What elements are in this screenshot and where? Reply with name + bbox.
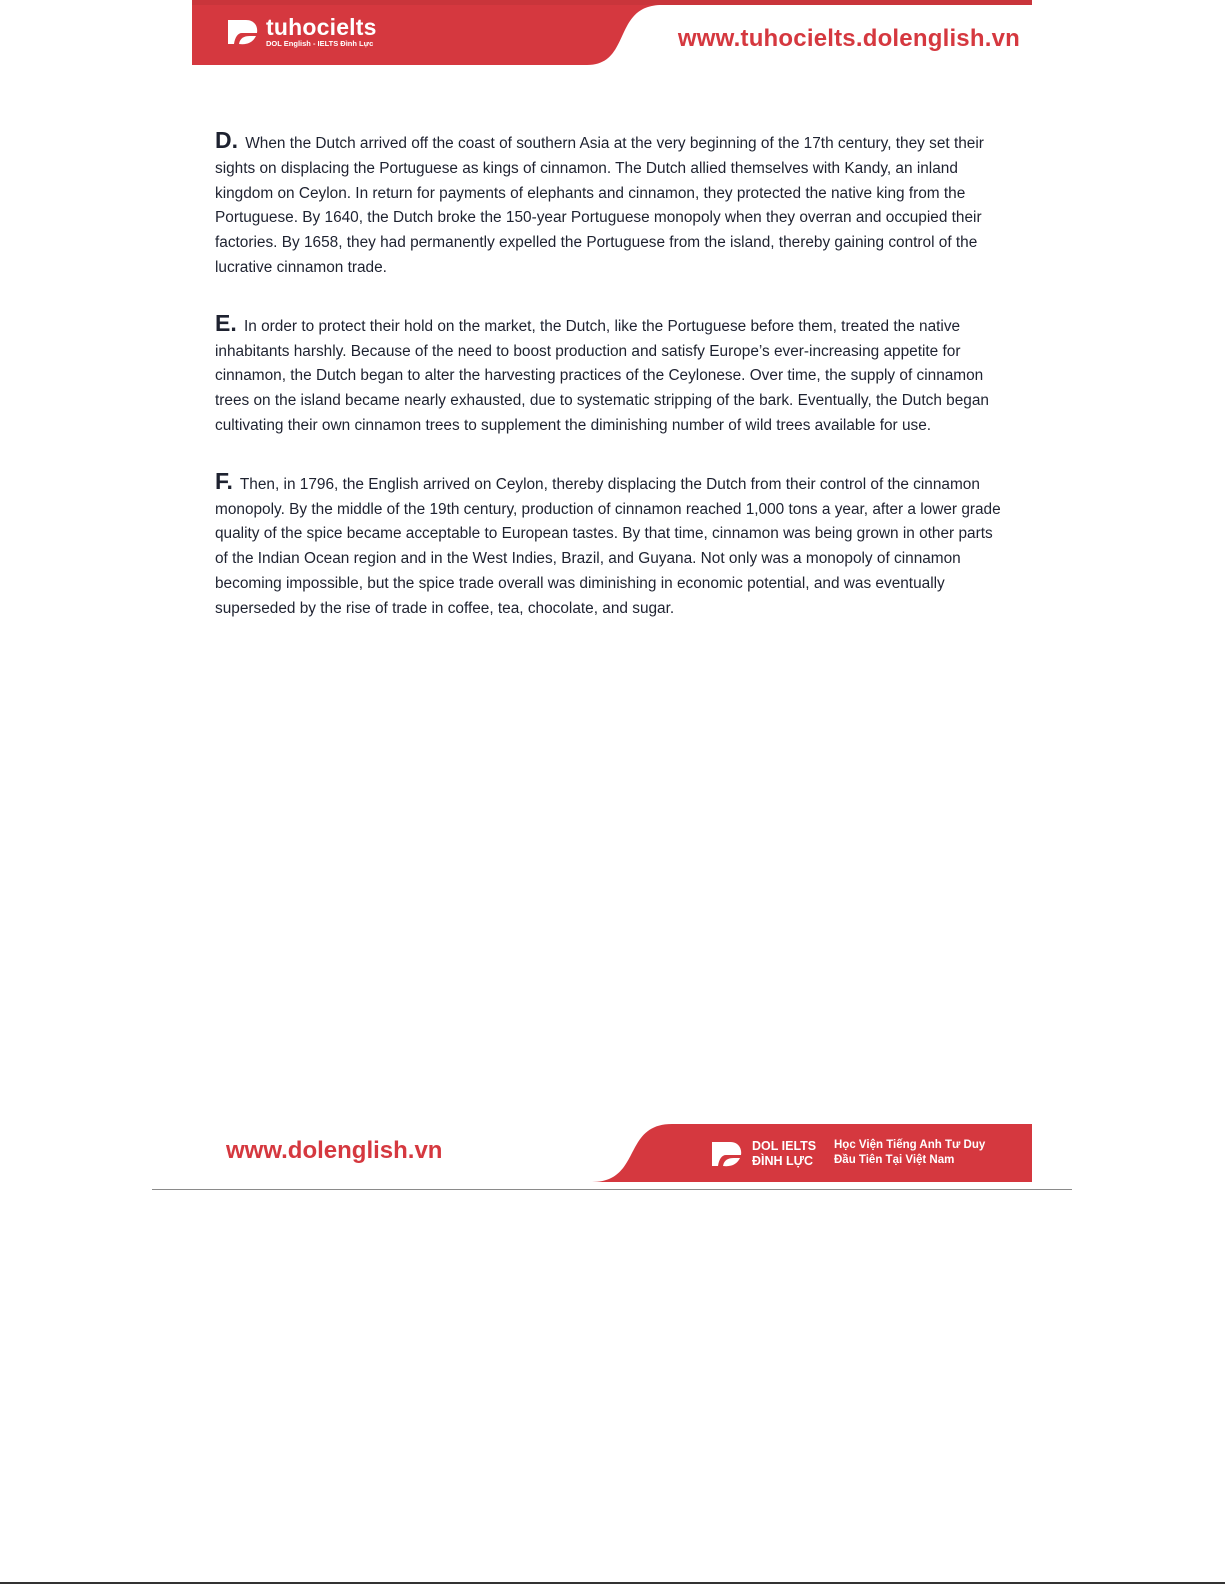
paragraph-text: When the Dutch arrived off the coast of southern Asia at the very beginning of the 17th century, they set their sights on displacing the Portuguese as kings of cinnamon. The Dutch allied themselves with Kandy, an inland kingdom on Ceylon. In return for payments of elephants and cinnamon, they protected the native king from the Portuguese. By 1640, the Dutch broke the 150-year Portuguese monopoly when they overran and occupied their factories. By 1658, they had permanently expelled the Portuguese from the island, thereby gaining control of the lucrative cinnamon trade. bbox=[215, 135, 984, 276]
footer-banner bbox=[192, 1124, 1032, 1182]
dol-logo-icon bbox=[708, 1136, 744, 1172]
paragraph-text: In order to protect their hold on the market, the Dutch, like the Portuguese before them, treated the native inhabitants harshly. Because of the need to boost production and satisfy Europe’s ever-increasing appetite for cinnamon, the Dutch began to alter the harvesting practices of the Ceylonese. Over time, the supply of cinnamon trees on the island became nearly exhausted, due to systematic stripping of the bark. Eventually, the Dutch began cultivating their own cinnamon trees to supplement the diminishing number of wild trees available for use. bbox=[215, 317, 989, 434]
footer-slogan bbox=[834, 1138, 985, 1168]
header-tagline: DOL English - IELTS Đình Lực bbox=[266, 39, 374, 48]
dol-logo-icon bbox=[224, 14, 260, 50]
paragraph-f bbox=[215, 469, 1005, 622]
header-brand-name: tuhocielts bbox=[266, 14, 377, 40]
header-banner bbox=[192, 0, 1032, 65]
footer-slogan-line1: Học Viện Tiếng Anh Tư Duy bbox=[834, 1139, 986, 1151]
paragraph-text: Then, in 1796, the English arrived on Ceylon, thereby displacing the Dutch from their control of the cinnamon monopoly. By the middle of the 19th century, production of cinnamon reached 1,000 tons a year, after a lower grade quality of the spice became acceptable to European tastes. By that time, cinnamon was being grown in other parts of the Indian Ocean region and in the West Indies, Brazil, and Guyana. Not only was a monopoly of cinnamon becoming impossible, but the spice trade overall was diminishing in economic potential, and was eventually superseded by the rise of trade in coffee, tea, chocolate, and sugar. bbox=[215, 475, 1001, 617]
footer-logo-line2: ĐÌNH LỰC bbox=[752, 1154, 814, 1168]
page-divider bbox=[152, 1189, 1072, 1190]
footer-url-link[interactable]: www.dolenglish.vn bbox=[226, 1137, 443, 1164]
paragraph-letter: E. bbox=[215, 309, 237, 336]
page-bottom-line bbox=[0, 1582, 1225, 1584]
passage-content bbox=[215, 128, 1005, 652]
footer-slogan-line2: Đầu Tiên Tại Việt Nam bbox=[834, 1154, 955, 1166]
paragraph-d bbox=[215, 128, 1005, 281]
header-logo bbox=[224, 14, 377, 50]
paragraph-letter: D. bbox=[215, 127, 238, 153]
paragraph-e bbox=[215, 311, 1005, 439]
header-top-stripe bbox=[192, 0, 1032, 5]
paragraph-letter: F. bbox=[215, 467, 233, 494]
header-url-link[interactable]: www.tuhocielts.dolenglish.vn bbox=[677, 25, 1020, 52]
footer-logo-line1: DOL IELTS bbox=[752, 1139, 817, 1153]
footer-logo bbox=[708, 1136, 816, 1172]
